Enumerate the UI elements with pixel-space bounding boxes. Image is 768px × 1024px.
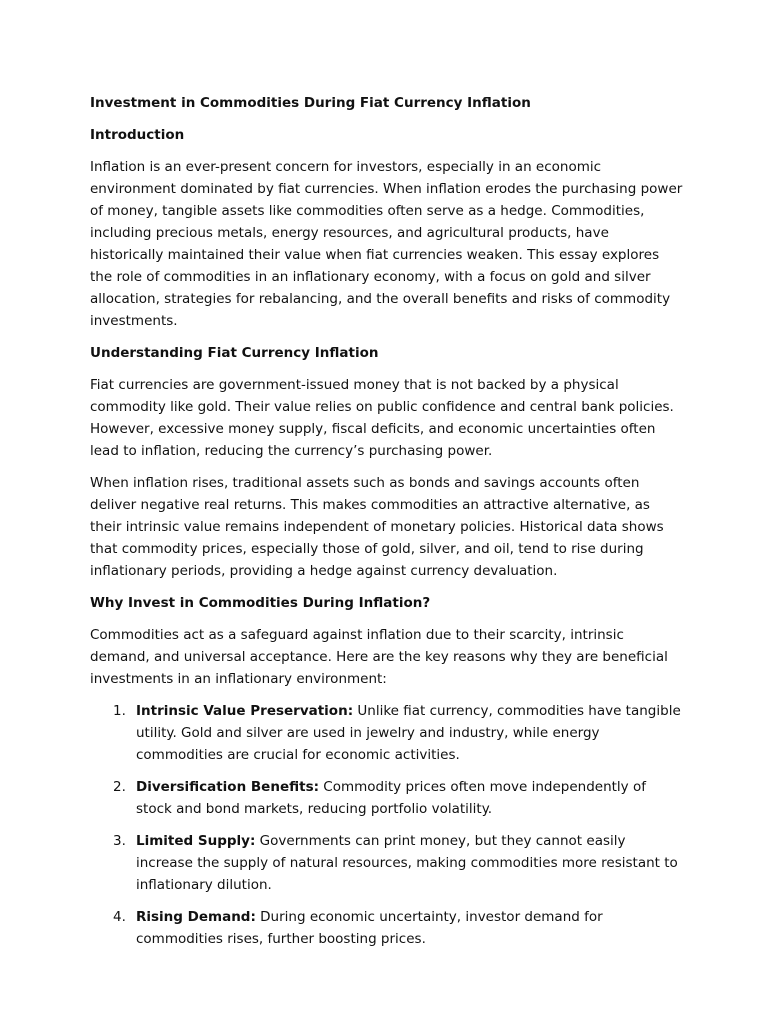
paragraph: When inflation rises, traditional assets such as bonds and savings accounts often deliver negative real returns. This makes commodities an attractive alternative, as their intrinsic value remains independent of monetary policies. Historical data shows that commodity prices, especially those of gold, silver, and oil, tend to rise during inflationary periods, providing a hedge against currency devaluation.	[90, 475, 664, 579]
list-item-text: Governments can print money, but they cannot easily increase the supply of natural resources, making commodities more resistant to inflationary dilution.	[136, 833, 678, 893]
list-item-text: Unlike fiat currency, commodities have tangible utility. Gold and silver are used in jewelry and industry, while energy commodities are crucial for economic activities.	[136, 703, 681, 763]
list-item-term: Diversification Benefits:	[136, 779, 320, 795]
list-item	[90, 700, 684, 766]
paragraph: Fiat currencies are government-issued money that is not backed by a physical commodity like gold. Their value relies on public confidence and central bank policies. However, excessive money supply, fiscal deficits, and economic uncertainties often lead to inflation, reducing the currency’s purchasing power.	[90, 377, 674, 459]
list-item-number: 2.	[113, 779, 126, 795]
reasons-list	[90, 700, 684, 950]
list-item-number: 4.	[113, 909, 126, 925]
section-heading-why-invest: Why Invest in Commodities During Inflation?	[90, 595, 431, 611]
list-item-term: Intrinsic Value Preservation:	[136, 703, 354, 719]
list-item-number: 3.	[113, 833, 126, 849]
section-heading-introduction: Introduction	[90, 127, 185, 143]
list-item-term: Rising Demand:	[136, 909, 256, 925]
list-item-text: During economic uncertainty, investor demand for commodities rises, further boosting prices.	[136, 909, 603, 947]
list-item-term: Limited Supply:	[136, 833, 256, 849]
list-item	[90, 776, 684, 820]
list-item	[90, 906, 684, 950]
list-item-number: 1.	[113, 703, 126, 719]
paragraph: Inflation is an ever-present concern for investors, especially in an economic environment dominated by fiat currencies. When inflation erodes the purchasing power of money, tangible assets like commodities often serve as a hedge. Commodities, including precious metals, energy resources, and agricultural products, have historically maintained their value when fiat currencies weaken. This essay explores the role of commodities in an inflationary economy, with a focus on gold and silver allocation, strategies for rebalancing, and the overall benefits and risks of commodity investments.	[90, 159, 683, 329]
section-heading-understanding-inflation: Understanding Fiat Currency Inflation	[90, 345, 379, 361]
list-item-text: Commodity prices often move independently of stock and bond markets, reducing portfolio volatility.	[136, 779, 646, 817]
paragraph: Commodities act as a safeguard against inflation due to their scarcity, intrinsic demand, and universal acceptance. Here are the key reasons why they are beneficial investments in an inflationary environment:	[90, 627, 668, 687]
document-title: Investment in Commodities During Fiat Currency Inflation	[90, 95, 531, 111]
list-item	[90, 830, 684, 896]
